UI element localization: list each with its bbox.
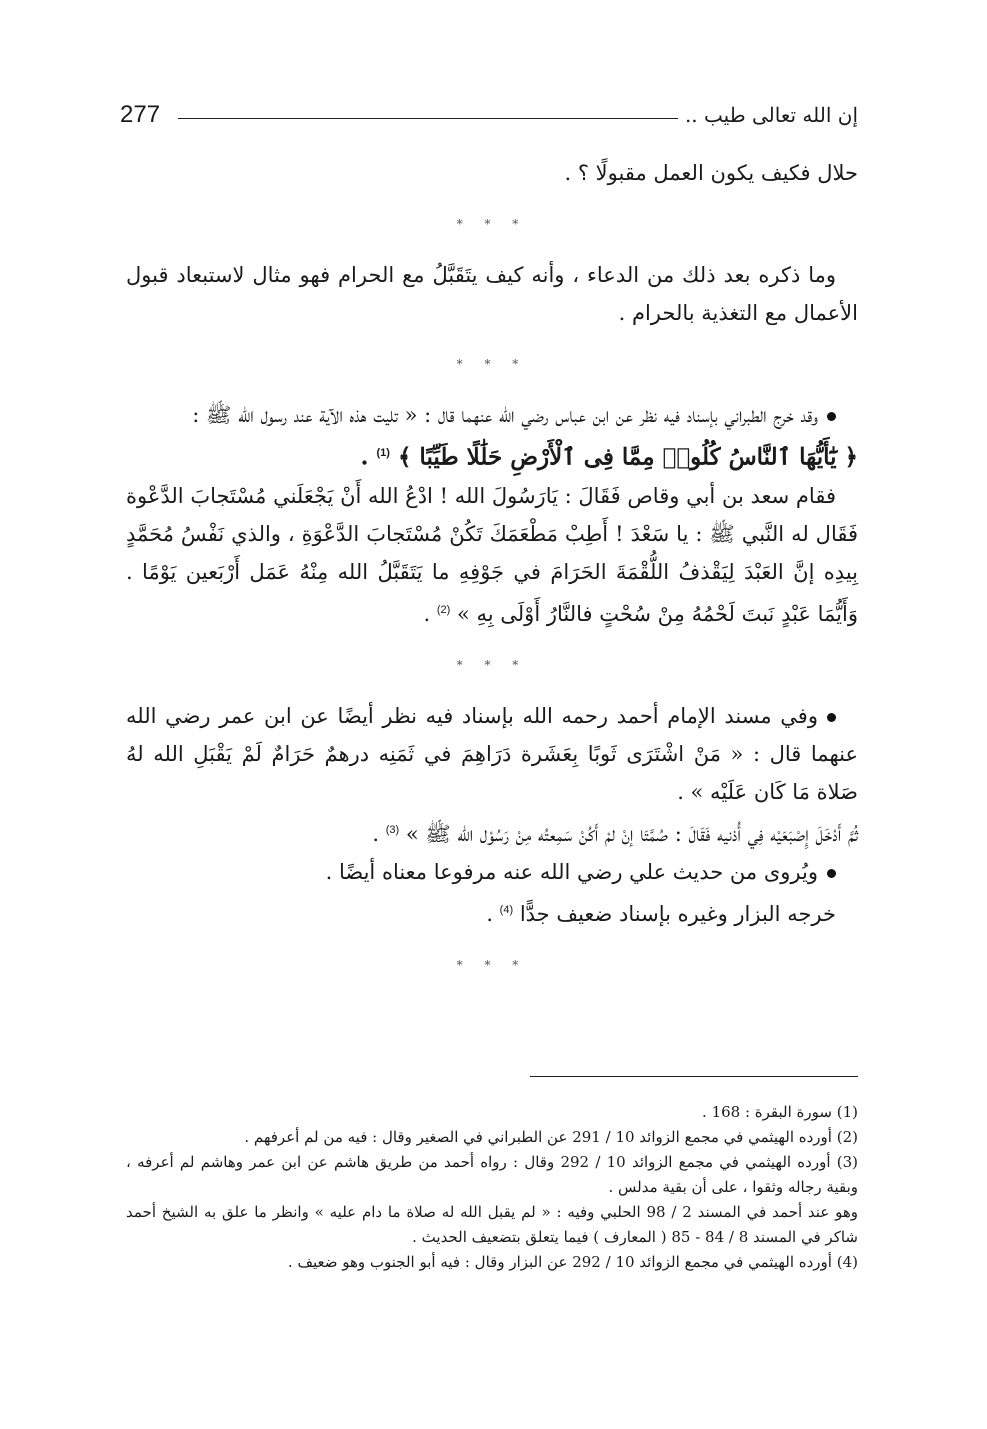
footnote-ref-1: (1) bbox=[376, 447, 390, 459]
section-separator: * * * bbox=[456, 657, 528, 672]
paragraph-7-text: ويُروى من حديث علي رضي الله عنه مرفوعا معناه أيضًا . bbox=[325, 859, 818, 884]
paragraph-5 bbox=[126, 697, 858, 811]
paragraph-6-end: . bbox=[372, 821, 386, 846]
section-separator: * * * bbox=[456, 357, 528, 371]
footnote-ref-4: (4) bbox=[499, 903, 514, 916]
quran-verse-end: . bbox=[360, 443, 377, 471]
footnote-3: (3) أورده الهيثمي في مجمع الزوائد 10 / 292 وقال : رواه أحمد من طريق هاشم عن ابن عمر وهاشم لم أعرفه ، وبقية رجاله وثقوا ، على أن بقية مدلس . bbox=[126, 1153, 858, 1196]
paragraph-5-text: وفي مسند الإمام أحمد رحمه الله بإسناد فيه نظر أيضًا عن ابن عمر رضي الله عنهما قال : « مَنْ اشْتَرَى ثَوبًا بِعَشَرة دَرَاهِمَ في ثَمَنِه درهمٌ حَرَامٌ لَمْ يَقْبَلِ الله لهُ صَلاة مَا كَان عَلَيْه » . bbox=[126, 703, 858, 804]
page-header bbox=[120, 100, 858, 134]
footnote-4: (4) أورده الهيثمي في مجمع الزوائد 10 / 292 عن البزار وقال : فيه أبو الجنوب وهو ضعيف . bbox=[287, 1253, 858, 1271]
bullet-icon bbox=[827, 869, 836, 878]
section-separator: * * * bbox=[456, 957, 528, 972]
paragraph-1: حلال فكيف يكون العمل مقبولًا ؟ . bbox=[564, 161, 858, 185]
page-number: 277 bbox=[120, 101, 161, 128]
paragraph-8 bbox=[126, 891, 858, 933]
footnote-rule bbox=[530, 1076, 858, 1077]
section-separator: * * * bbox=[456, 217, 528, 231]
paragraph-3-text: وقد خرج الطبراني بإسناد فيه نظر عن ابن عباس رضي الله عنهما قال : « تليت هذه الآية عند رسول الله ﷺ : bbox=[192, 403, 818, 427]
bullet-icon bbox=[827, 713, 836, 722]
paragraph-4-end: . bbox=[423, 601, 437, 626]
footnote-ref-2: (2) bbox=[436, 603, 451, 616]
quran-verse-text: ﴿ يَٰٓأَيُّهَا ٱلنَّاسُ كُلُوا۟ مِمَّا فِى ٱلْأَرْضِ حَلَٰلًا طَيِّبًا ﴾ bbox=[397, 443, 858, 471]
footnotes bbox=[126, 1100, 858, 1275]
header-rule bbox=[178, 118, 678, 119]
paragraph-6-text: ثُمَّ أَدْخَلَ إِصْبَعَيْه فِي أُذنيه فَقَالَ : صُمَّتَا إنْ لمْ أَكُنْ سَمِعتُه مِنْ رَسُوْل الله ﷺ » bbox=[405, 821, 858, 846]
paragraph-3 bbox=[126, 396, 858, 434]
paragraph-8-end: . bbox=[486, 901, 500, 926]
quran-verse bbox=[126, 434, 858, 477]
paragraph-4 bbox=[126, 477, 858, 633]
body-text bbox=[126, 154, 858, 997]
footnote-ref-3: (3) bbox=[385, 823, 400, 836]
paragraph-2: وما ذكره بعد ذلك من الدعاء ، وأنه كيف يتَقَبَّلُ مع الحرام فهو مثال لاستبعاد قبول الأعمال مع التغذية بالحرام . bbox=[126, 263, 858, 325]
footnote-2: (2) أورده الهيثمي في مجمع الزوائد 10 / 291 عن الطبراني في الصغير وقال : فيه من لم أعرفهم . bbox=[244, 1128, 858, 1146]
running-title: إن الله تعالى طيب .. bbox=[684, 103, 858, 127]
footnote-3-continued: وهو عند أحمد في المسند 2 / 98 الحلبي وفيه : « لم يقبل الله له صلاة ما دام عليه » وانظر ما علق به الشيخ أحمد شاكر في المسند 8 / 84 - 85 ( المعارف ) فيما يتعلق بتضعيف الحديث . bbox=[126, 1203, 858, 1246]
paragraph-7 bbox=[126, 853, 858, 891]
footnote-1: (1) سورة البقرة : 168 . bbox=[702, 1103, 858, 1121]
paragraph-8-text: خرجه البزار وغيره بإسناد ضعيف جدًّا bbox=[519, 901, 836, 926]
bullet-icon bbox=[827, 412, 836, 421]
paragraph-4-text: فقام سعد بن أبي وقاص فَقَالَ : يَارَسُولَ الله ! ادْعُ الله أَنْ يَجْعَلَني مُسْتَجابَ الدَّعْوة فَقَال له النَّبي ﷺ : يا سَعْدَ ! أَطِبْ مَطْعَمَكَ تَكُنْ مُسْتَجابَ الدَّعْوَةِ ، والذي نَفْسُ مُحَمَّدٍ بِيدِه إنَّ العَبْدَ لِيَقْذفُ اللُّقْمَةَ الحَرَامَ في جَوْفِهِ ما يَتَقَبَّلُ الله مِنْهُ عَمَل أَرْبَعين يَوْمًا . وَأَيُّمَا عَبْدٍ نَبتَ لَحْمُهُ مِنْ سُحْتٍ فالنَّارُ أَوْلَى بِهِ » bbox=[126, 483, 858, 626]
paragraph-6 bbox=[126, 811, 858, 853]
